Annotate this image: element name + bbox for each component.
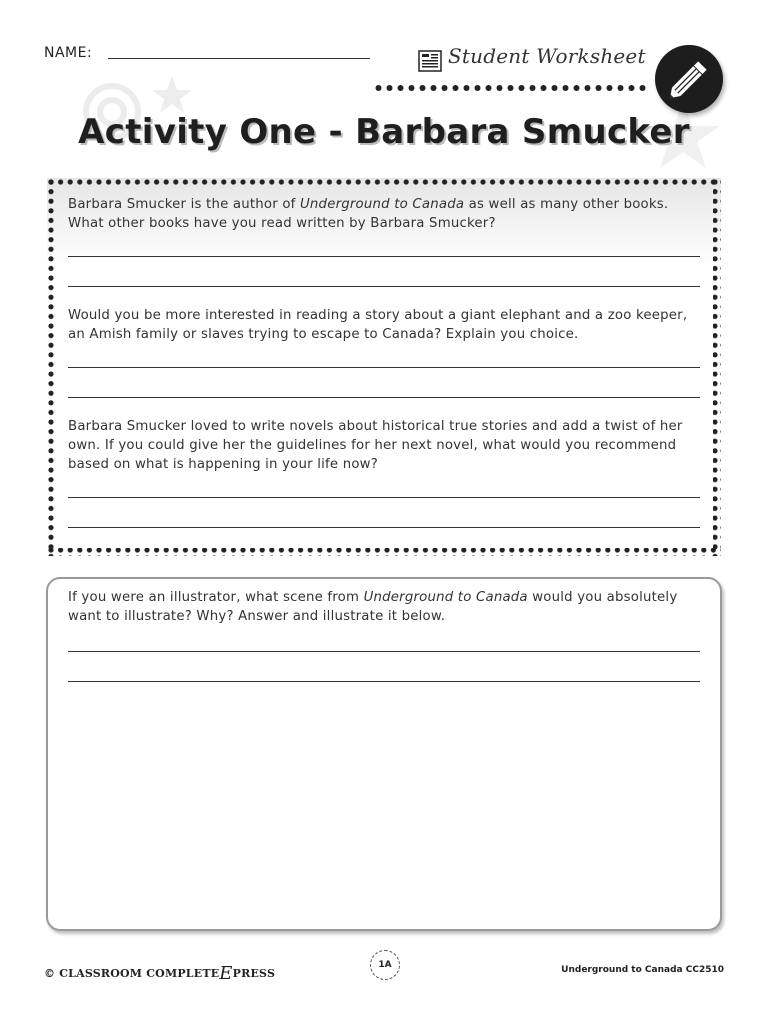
pencil-icon bbox=[655, 45, 723, 113]
answer-line-1b[interactable] bbox=[68, 286, 700, 287]
pencil-badge bbox=[655, 45, 723, 113]
student-worksheet-label: Student Worksheet bbox=[448, 44, 646, 68]
background-decoration bbox=[0, 0, 768, 200]
question-3: Barbara Smucker loved to write novels about historical true stories and add a twist of her own. If you could give her the guidelines for her next novel, what would you recommend based on what is happening in your life now? bbox=[68, 419, 683, 472]
book-title: Underground to Canada bbox=[300, 197, 465, 212]
publisher-logo: E bbox=[219, 963, 233, 984]
answer-line-4b[interactable] bbox=[68, 681, 700, 682]
name-label: NAME: bbox=[44, 45, 93, 61]
book-code: Underground to Canada CC2510 bbox=[561, 965, 724, 975]
page-number-badge: 1A bbox=[370, 950, 400, 980]
question-2: Would you be more interested in reading a story about a giant elephant and a zoo keeper, an Amish family or slaves trying to escape to Canada? Explain you choice. bbox=[68, 308, 688, 342]
answer-line-4a[interactable] bbox=[68, 651, 700, 652]
answer-line-1a[interactable] bbox=[68, 256, 700, 257]
question-4: If you were an illustrator, what scene from Underground to Canada would you absolutely want to illustrate? Why? Answer and illustrate it below. bbox=[68, 590, 678, 624]
answer-line-3b[interactable] bbox=[68, 527, 700, 528]
answer-line-2b[interactable] bbox=[68, 397, 700, 398]
name-line[interactable] bbox=[108, 58, 370, 59]
header-dot-divider bbox=[375, 84, 650, 92]
publisher-credit: © CLASSROOM COMPLETEEPRESS bbox=[44, 963, 276, 984]
illustration-box[interactable] bbox=[46, 577, 722, 931]
answer-line-3a[interactable] bbox=[68, 497, 700, 498]
star-decoration-left bbox=[152, 76, 192, 113]
question-1: Barbara Smucker is the author of Underground to Canada as well as many other books. What other books have you read written by Barbara Smucker? bbox=[68, 197, 669, 231]
worksheet-icon bbox=[418, 50, 442, 72]
answer-line-2a[interactable] bbox=[68, 367, 700, 368]
activity-title: Activity One - Barbara Smucker bbox=[78, 112, 690, 152]
book-title: Underground to Canada bbox=[363, 590, 528, 605]
